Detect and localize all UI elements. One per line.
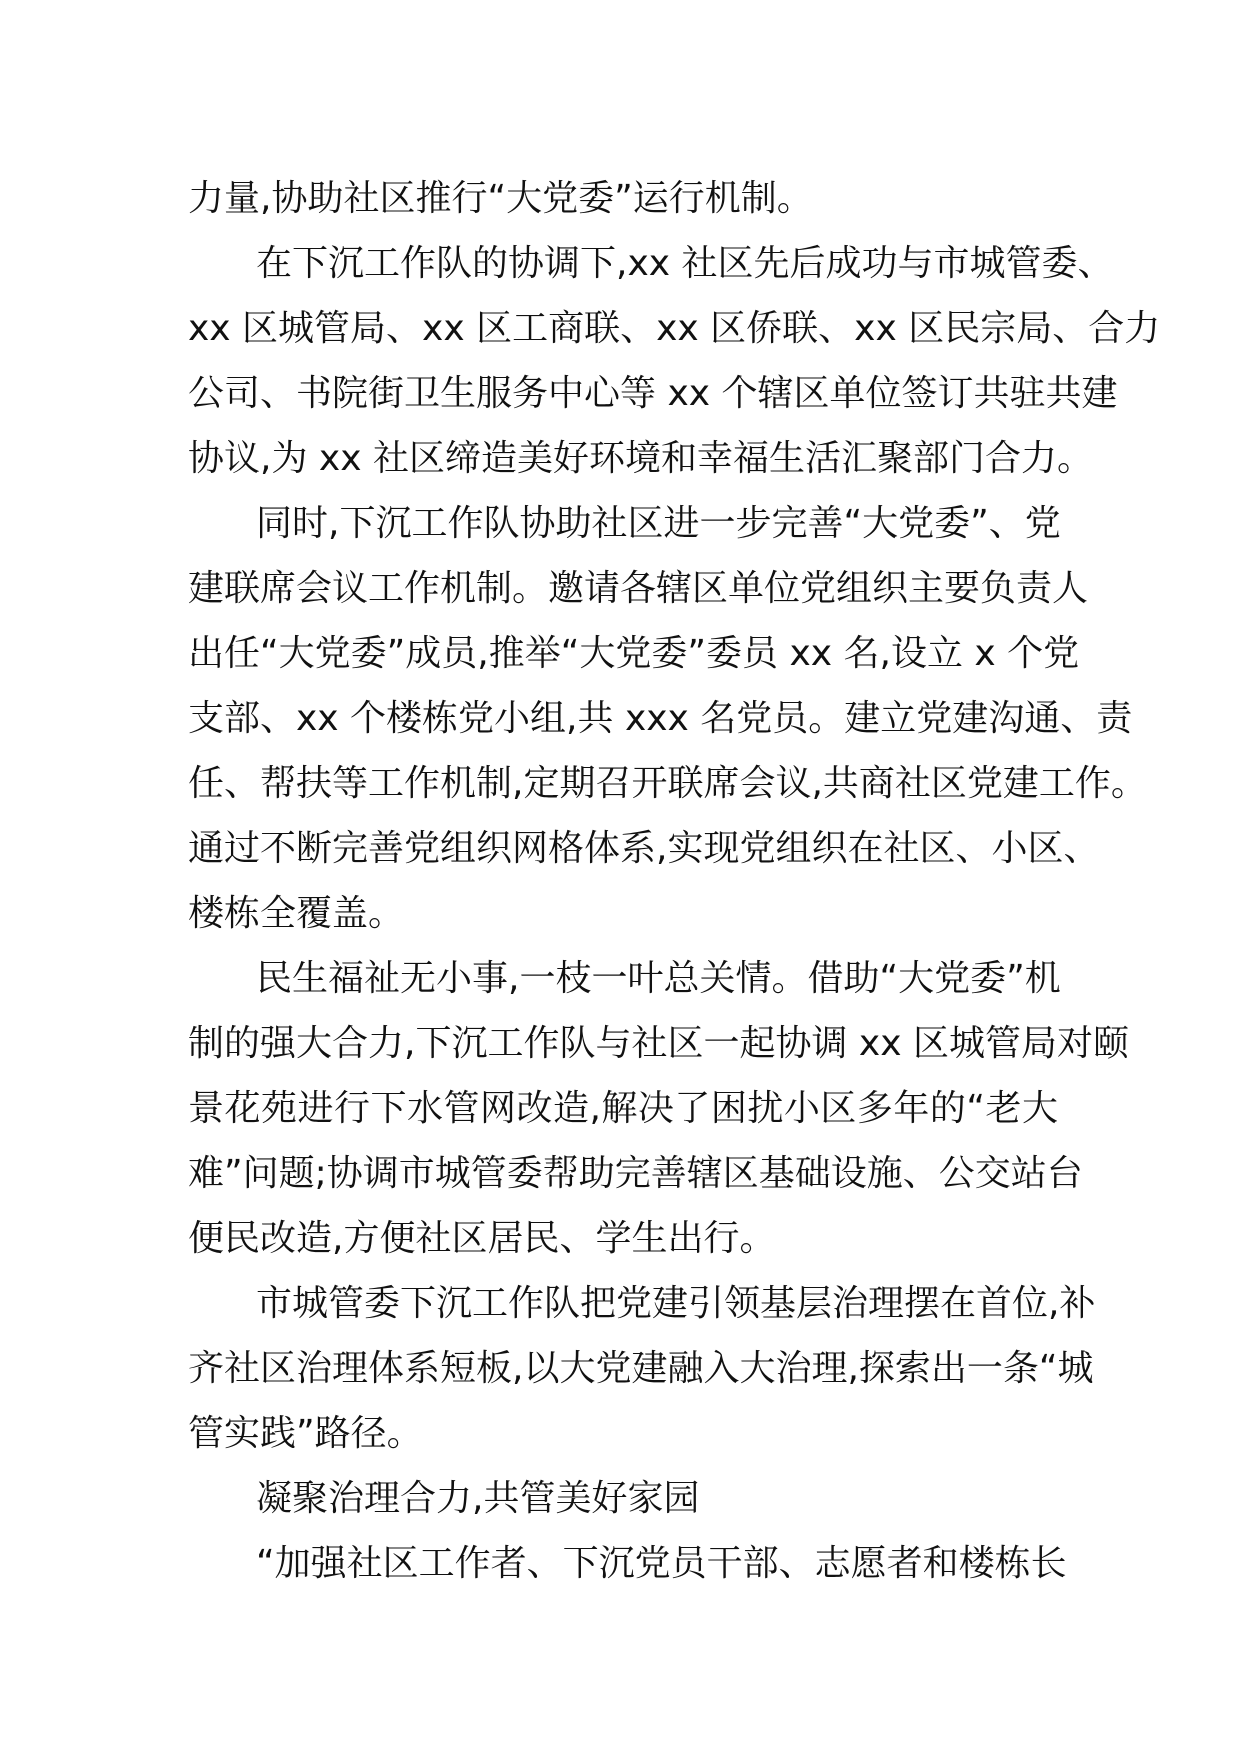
- text-line: 便民改造,方便社区居民、学生出行。: [188, 1218, 776, 1259]
- text-line: 同时,下沉工作队协助社区进一步完善“大党委”、党: [256, 503, 1061, 544]
- text-line: 建联席会议工作机制。邀请各辖区单位党组织主要负责人: [188, 568, 1089, 609]
- text-line: 管实践”路径。: [188, 1413, 423, 1454]
- text-line: 力量,协助社区推行“大党委”运行机制。: [188, 178, 813, 219]
- text-line: 通过不断完善党组织网格体系,实现党组织在社区、小区、: [188, 828, 1100, 869]
- document-body: [188, 166, 1161, 1596]
- text-line: 难”问题;协调市城管委帮助完善辖区基础设施、公交站台: [188, 1153, 1083, 1194]
- text-line: 出任“大党委”成员,推举“大党委”委员 xx 名,设立 x 个党: [188, 633, 1080, 674]
- text-line: 制的强大合力,下沉工作队与社区一起协调 xx 区城管局对颐: [188, 1023, 1129, 1064]
- text-line: xx 区城管局、xx 区工商联、xx 区侨联、xx 区民宗局、合力: [188, 308, 1161, 349]
- text-line: “加强社区工作者、下沉党员干部、志愿者和楼栋长: [256, 1543, 1067, 1584]
- text-line: 凝聚治理合力,共管美好家园: [256, 1478, 700, 1519]
- text-line: 支部、xx 个楼栋党小组,共 xxx 名党员。建立党建沟通、责: [188, 698, 1133, 739]
- text-line: 协议,为 xx 社区缔造美好环境和幸福生活汇聚部门合力。: [188, 438, 1093, 479]
- text-line: 民生福祉无小事,一枝一叶总关情。借助“大党委”机: [256, 958, 1061, 999]
- text-line: 市城管委下沉工作队把党建引领基层治理摆在首位,补: [256, 1283, 1096, 1324]
- text-line: 公司、书院街卫生服务中心等 xx 个辖区单位签订共驻共建: [188, 373, 1118, 414]
- text-line: 楼栋全覆盖。: [188, 893, 405, 934]
- text-line: 任、帮扶等工作机制,定期召开联席会议,共商社区党建工作。: [188, 763, 1147, 804]
- text-line: 景花苑进行下水管网改造,解决了困扰小区多年的“老大: [188, 1088, 1058, 1129]
- text-line: 齐社区治理体系短板,以大党建融入大治理,探索出一条“城: [188, 1348, 1094, 1389]
- text-line: 在下沉工作队的协调下,xx 社区先后成功与市城管委、: [256, 243, 1114, 284]
